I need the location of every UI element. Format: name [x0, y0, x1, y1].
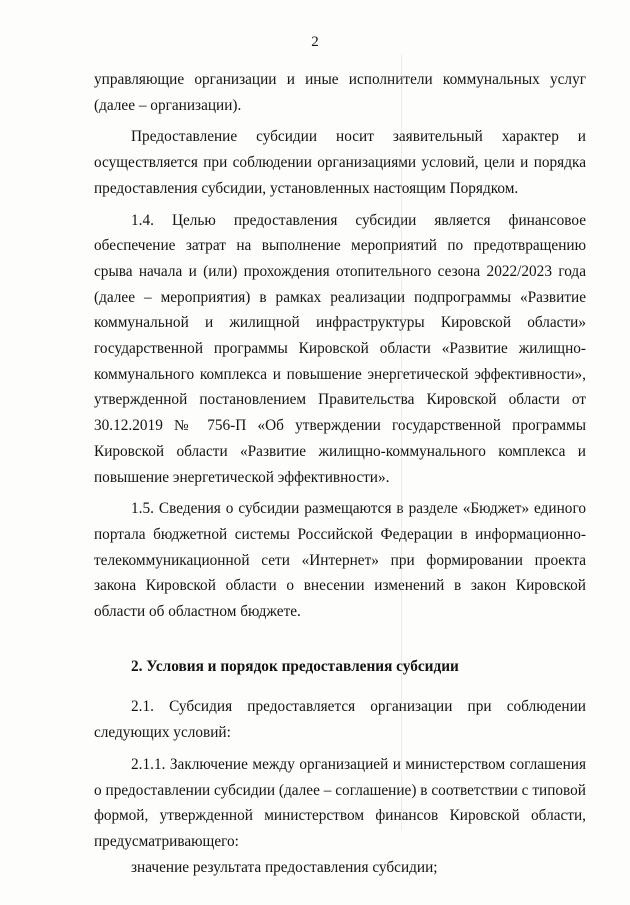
- document-body: [94, 67, 586, 880]
- page-number: 2: [311, 34, 319, 50]
- paragraph-result-value: значение результата предоставления субсидии;: [131, 858, 438, 876]
- paragraph-1-5-information: 1.5. Сведения о субсидии размещаются в разделе «Бюджет» единого портала бюджетной системы Российской Федерации в информационно-телекоммуникационной сети «Интернет» при формировании проекта закона Кировской области о внесении изменений в закон Кировской области об областном бюджете.: [94, 500, 586, 621]
- scan-fold-line: [401, 55, 402, 830]
- paragraph-application-nature: Предоставление субсидии носит заявительный характер и осуществляется при соблюдении организациями условий, цели и порядка предоставления субсидии, установленных настоящим Порядком.: [94, 128, 586, 197]
- paragraph-2-1-1-agreement: 2.1.1. Заключение между организацией и министерством соглашения о предоставлении субсидии (далее – соглашение) в соответствии с типовой формой, утвержденной министерством финансов Кировской области, предусматривающего:: [94, 755, 586, 850]
- paragraph-2-1-conditions: 2.1. Субсидия предоставляется организации при соблюдении следующих условий:: [94, 698, 586, 742]
- paragraph-organizations: управляющие организации и иные исполнители коммунальных услуг (далее – организации).: [94, 71, 586, 114]
- section-heading: 2. Условия и порядок предоставления субсидии: [131, 657, 459, 675]
- paragraph-1-4-purpose: 1.4. Целью предоставления субсидии является финансовое обеспечение затрат на выполнение мероприятий по предотвращению срыва начала и (или) прохождения отопительного сезона 2022/2023 года (далее – мероприятия) в рамках реализации подпрограммы «Развитие коммунальной и жилищной инфраструктуры Кировской области» государственной программы Кировской области «Развитие жилищно-коммунального комплекса и повышение энергетической эффективности», утвержденной постановлением Правительства Кировской области от 30.12.2019 № 756-П «Об утверждении государственной программы Кировской области «Развитие жилищно-коммунального комплекса и повышение энергетической эффективности».: [94, 211, 586, 486]
